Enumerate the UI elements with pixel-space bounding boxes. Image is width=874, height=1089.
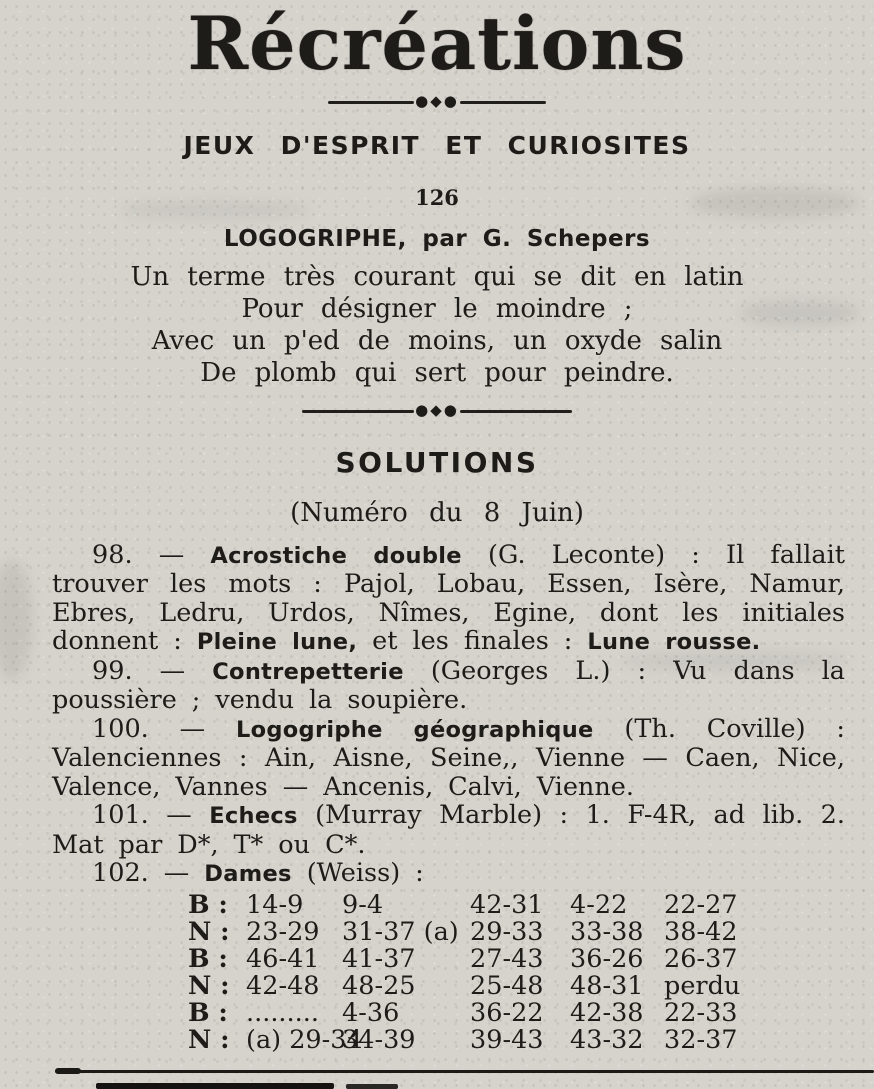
solution-item-101 — [52, 801, 845, 859]
move-cell: 4-22 — [570, 889, 628, 920]
scan-smudge — [0, 560, 32, 680]
section-heading: JEUX D'ESPRIT ET CURIOSITES — [183, 130, 691, 160]
ornament-divider — [0, 91, 874, 110]
poem-line: De plomb qui sert pour peindre. — [200, 357, 674, 388]
move-cell: 27-43 — [470, 943, 544, 974]
solution-text: 100. — — [92, 713, 236, 744]
solutions-list — [52, 541, 845, 889]
move-cell: 32-37 — [664, 1024, 738, 1055]
solutions-subheading: (Numéro du 8 Juin) — [290, 497, 584, 528]
solution-text: et les finales : — [357, 626, 588, 657]
move-cell: (a) 29-34 — [246, 1024, 363, 1055]
moves-side-label: B : — [188, 997, 228, 1028]
move-cell: 43-32 — [570, 1024, 644, 1055]
move-cell: 22-27 — [664, 889, 738, 920]
solution-text: 102. — — [92, 858, 205, 889]
moves-side-label: B : — [188, 889, 228, 920]
solution-text: (Murray Marble) : 1. F-4R, ad lib. 2. Mat par D*, T* ou C*. — [52, 800, 845, 860]
solution-item-99 — [52, 657, 845, 715]
diamond-ornament-icon: ●◆● — [415, 400, 459, 419]
moves-side-label: B : — [188, 943, 228, 974]
cutoff-text-fragment — [96, 1083, 334, 1089]
move-cell: 42-38 — [570, 997, 644, 1028]
solutions-heading: SOLUTIONS — [335, 445, 539, 479]
solution-title: Acrostiche double — [210, 542, 462, 569]
move-cell: ......... — [246, 997, 319, 1028]
moves-side-label: N : — [188, 1024, 230, 1055]
move-cell: 22-33 — [664, 997, 738, 1028]
move-cell: 42-31 — [470, 889, 544, 920]
solution-item-100 — [52, 715, 845, 802]
solution-text: (Weiss) : — [291, 858, 424, 889]
solution-text: 98. — — [92, 539, 211, 570]
move-cell: 38-42 — [664, 916, 738, 947]
solution-item-98 — [52, 541, 845, 657]
move-cell: 14-9 — [246, 889, 304, 920]
logogriphe-poem — [0, 261, 874, 389]
solution-text: 99. — — [92, 655, 213, 686]
move-cell: 25-48 — [470, 970, 544, 1001]
solution-title: Dames — [204, 861, 292, 888]
move-cell: 36-22 — [470, 997, 544, 1028]
page-title: Récréations — [187, 1, 687, 87]
move-cell: 39-43 — [470, 1024, 544, 1055]
move-cell: 48-25 — [342, 970, 416, 1001]
move-cell: 9-4 — [342, 889, 384, 920]
bottom-rule — [55, 1070, 874, 1073]
divider-rule — [460, 101, 546, 104]
move-cell: 23-29 — [246, 916, 320, 947]
puzzle-title: LOGOGRIPHE, par G. Schepers — [223, 225, 651, 252]
solution-text: 101. — — [92, 800, 210, 831]
solution-title: Contrepetterie — [212, 658, 404, 685]
poem-line: Pour désigner le moindre ; — [241, 293, 633, 324]
move-cell: 36-26 — [570, 943, 644, 974]
poem-line: Un terme très courant qui se dit en latin — [130, 261, 744, 292]
solution-title: Echecs — [209, 803, 298, 830]
move-cell: 33-38 — [570, 916, 644, 947]
moves-side-label: N : — [188, 916, 230, 947]
move-cell: 41-37 — [342, 943, 416, 974]
divider-rule — [328, 101, 414, 104]
ornament-divider — [0, 400, 874, 419]
move-cell: 48-31 — [570, 970, 644, 1001]
divider-rule — [302, 410, 414, 413]
puzzle-number: 126 — [415, 184, 459, 210]
solution-title: Logogriphe géographique — [236, 716, 594, 743]
move-cell: perdu — [664, 970, 741, 1001]
move-cell: 26-37 — [664, 943, 738, 974]
solution-text: (Th. Coville) : Valenciennes : Ain, Aisne, Seine,, Vienne — Caen, Nice, Valence, Vannes — Ancenis, Calvi, Vienne. — [52, 713, 845, 802]
poem-line: Avec un p'ed de moins, un oxyde salin — [151, 325, 723, 356]
move-cell: 46-41 — [246, 943, 320, 974]
moves-side-label: N : — [188, 970, 230, 1001]
move-cell: 34-39 — [342, 1024, 416, 1055]
diamond-ornament-icon: ●◆● — [415, 91, 459, 110]
solution-text: (G. Leconte) : Il fallait trouver les mots : Pajol, Lobau, Essen, Isère, Namur, Ebres, Ledru, Urdos, Nîmes, Egine, dont les initiales donnent : — [52, 539, 845, 657]
solution-title: Lune rousse. — [587, 629, 761, 656]
move-cell: 29-33 — [470, 916, 544, 947]
move-cell: 42-48 — [246, 970, 320, 1001]
solution-title: Pleine lune, — [196, 629, 358, 656]
cutoff-text-fragment — [346, 1084, 398, 1089]
solution-text: (Georges L.) : Vu dans la poussière ; vendu la soupière. — [52, 655, 845, 716]
solution-item-102 — [52, 859, 845, 889]
move-cell: 31-37 (a) — [342, 916, 459, 947]
move-cell: 4-36 — [342, 997, 400, 1028]
divider-rule — [460, 410, 572, 413]
dames-moves-table — [188, 889, 874, 1055]
